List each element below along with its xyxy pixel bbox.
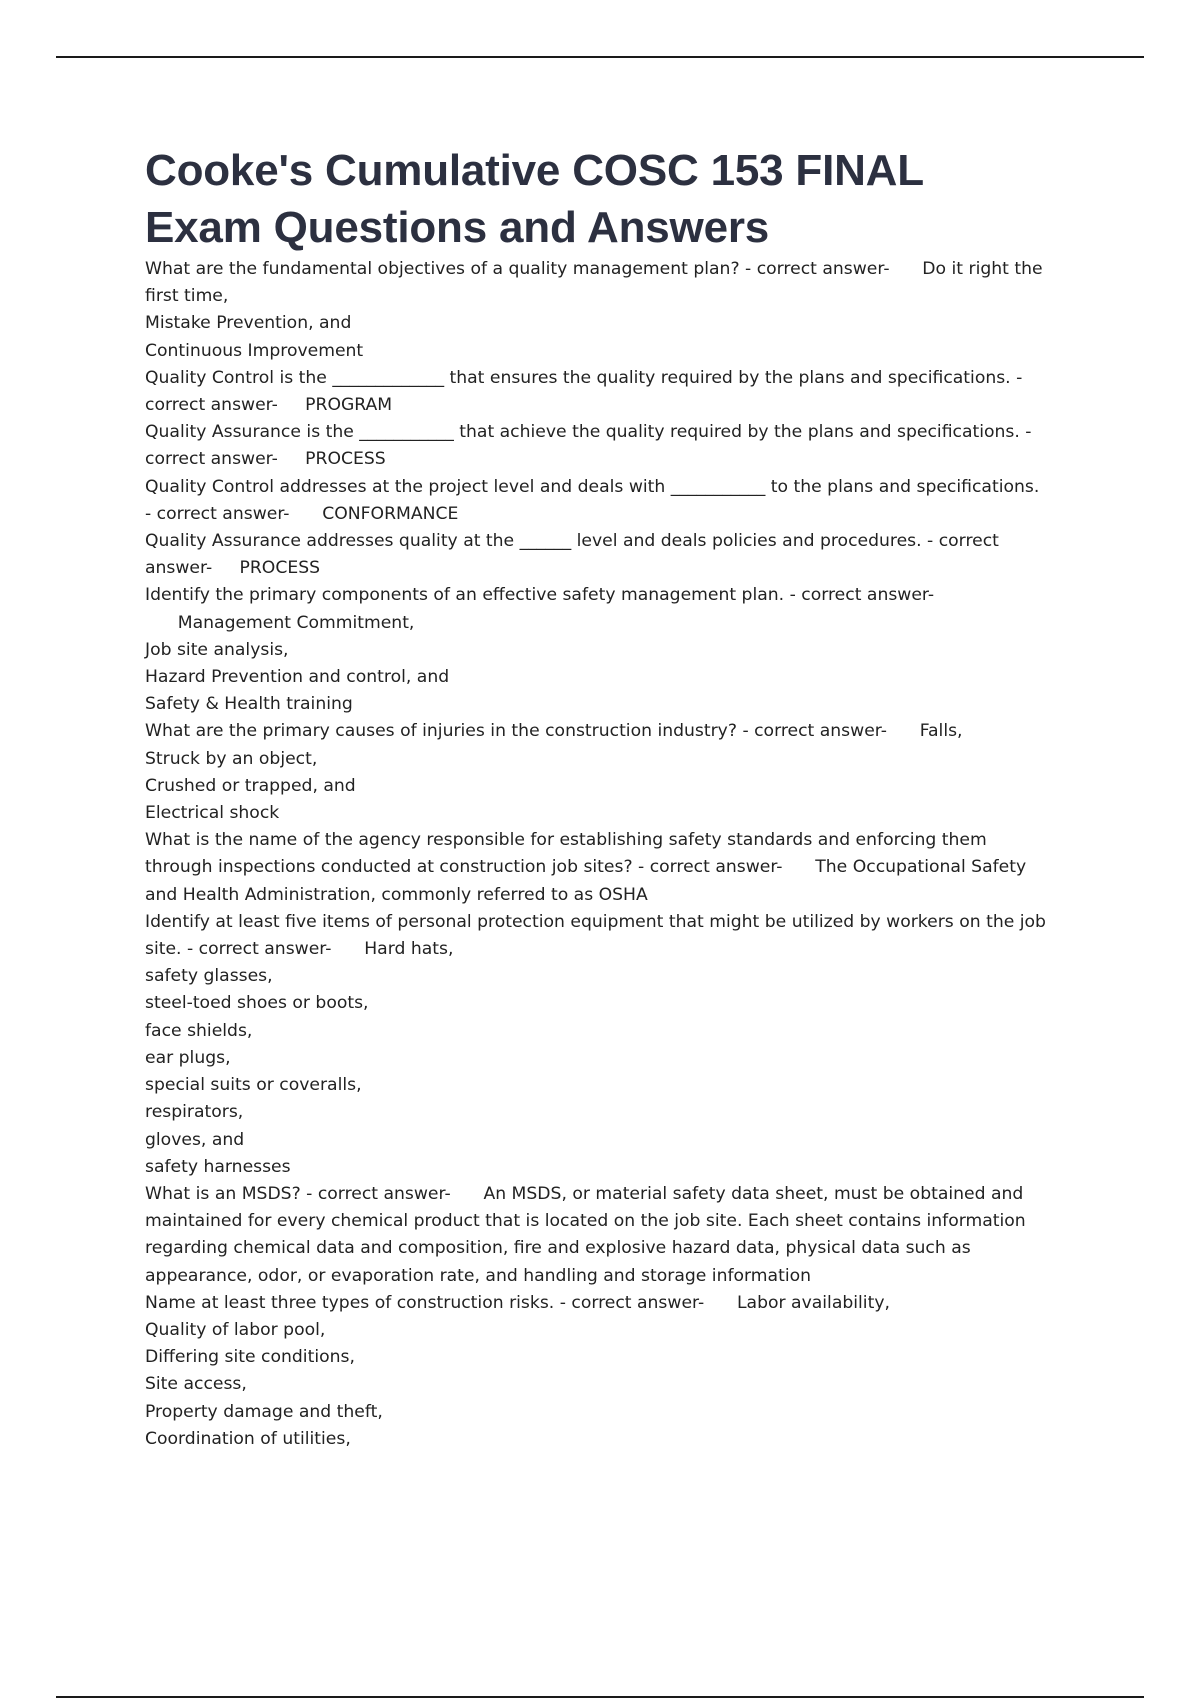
text-line: answer- PROCESS [145,558,321,579]
top-divider-line [56,56,1144,58]
text-line: Electrical shock [145,803,280,824]
text-line: special suits or coveralls, [145,1075,362,1096]
text-line: safety harnesses [145,1156,291,1177]
text-line: Mistake Prevention, and [145,313,352,334]
text-line: and Health Administration, commonly referred to as OSHA [145,884,648,905]
document-page [145,142,1095,1453]
text-line: gloves, and [145,1129,245,1150]
text-line: site. - correct answer- Hard hats, [145,939,454,960]
text-line: face shields, [145,1020,253,1041]
text-line: What are the primary causes of injuries in the construction industry? - correct answer- Falls, [145,721,963,742]
text-line: Name at least three types of construction risks. - correct answer- Labor availability, [145,1292,890,1313]
text-line: What is an MSDS? - correct answer- An MSDS, or material safety data sheet, must be obtained and [145,1183,1024,1204]
text-line: Management Commitment, [145,612,415,633]
text-line: Quality Control is the _____________ that ensures the quality required by the plans and specifications. - [145,367,1023,388]
text-line: Coordination of utilities, [145,1428,351,1449]
document-title [145,142,1095,256]
text-line: safety glasses, [145,966,273,987]
text-line: Quality Control addresses at the project level and deals with ___________ to the plans and specifications. [145,476,1040,497]
text-line: Quality Assurance addresses quality at the ______ level and deals policies and procedures. - correct [145,531,999,552]
text-line: What are the fundamental objectives of a quality management plan? - correct answer- Do it right the [145,259,1043,279]
text-line: Property damage and theft, [145,1401,383,1422]
text-line: Differing site conditions, [145,1347,355,1368]
text-line: first time, [145,286,229,307]
document-body [145,256,1095,1453]
text-line: correct answer- PROCESS [145,449,386,470]
text-line: Identify at least five items of personal protection equipment that might be utilized by workers on the job [145,911,1046,932]
text-line: appearance, odor, or evaporation rate, and handling and storage information [145,1265,812,1286]
text-line: Identify the primary components of an effective safety management plan. - correct answer- [145,585,935,606]
text-line: Safety & Health training [145,694,353,715]
title-line-1: Cooke's Cumulative COSC 153 FINAL [145,146,924,195]
text-line: respirators, [145,1102,244,1123]
text-line: What is the name of the agency responsible for establishing safety standards and enforcing them [145,830,987,851]
text-line: regarding chemical data and composition, fire and explosive hazard data, physical data such as [145,1238,971,1259]
text-line: Crushed or trapped, and [145,775,356,796]
bottom-divider-line [56,1696,1144,1698]
text-line: Job site analysis, [145,639,289,660]
text-line: Site access, [145,1374,247,1395]
text-line: ear plugs, [145,1047,231,1068]
text-line: steel-toed shoes or boots, [145,993,369,1014]
text-line: - correct answer- CONFORMANCE [145,503,459,524]
text-line: Quality Assurance is the ___________ that achieve the quality required by the plans and specifications. - [145,422,1032,443]
text-line: Struck by an object, [145,748,318,769]
text-line: through inspections conducted at construction job sites? - correct answer- The Occupational Safety [145,857,1027,878]
text-line: correct answer- PROGRAM [145,395,393,416]
text-line: Quality of labor pool, [145,1319,326,1340]
text-line: Continuous Improvement [145,340,364,361]
title-line-2: Exam Questions and Answers [145,203,770,252]
text-line: maintained for every chemical product that is located on the job site. Each sheet contains information [145,1211,1026,1232]
text-line: Hazard Prevention and control, and [145,667,450,688]
